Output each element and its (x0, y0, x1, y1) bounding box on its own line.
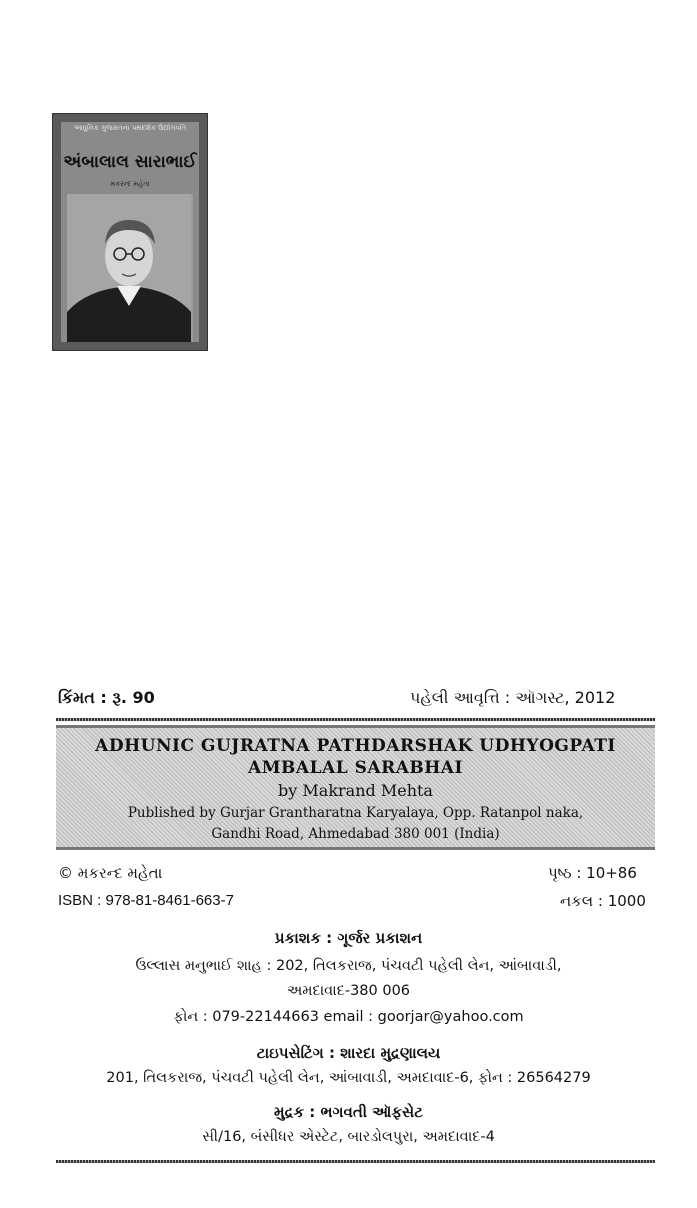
english-title-line1: ADHUNIC GUJRATNA PATHDARSHAK UDHYOGPATI (95, 736, 616, 756)
publisher-address-line1: ઉલ્લાસ મનુભાઈ શાહ : 202, તિલકરાજ, પંચવટી પહેલી લેન, આંબાવાડી, (135, 958, 562, 974)
copies-text: નકલ : 1000 (560, 892, 646, 910)
portrait-photo (67, 194, 193, 342)
publisher-contact: ફોન : 079-22144663 email : goorjar@yahoo.com (173, 1009, 524, 1025)
english-title-line2: AMBALAL SARABHAI (248, 758, 463, 778)
bottom-divider (56, 1160, 655, 1163)
cover-author: મકરન્દ મહેતા (110, 180, 150, 188)
edition-text: પહેલી આવૃત્તિ : ઑગસ્ટ, 2012 (410, 688, 616, 707)
typesetting-address: 201, તિલકરાજ, પંચવટી પહેલી લેન, આંબાવાડી, અમદાવાદ-6, ફોન : 26564279 (106, 1070, 591, 1086)
publisher-address-line2: અમદાવાદ-380 006 (286, 983, 411, 999)
english-author-line: by Makrand Mehta (278, 781, 433, 800)
book-cover-image (52, 113, 208, 351)
printer-heading: મુદ્રક : ભગવતી ઑફસેટ (274, 1103, 423, 1121)
english-title-band (56, 725, 655, 850)
publisher-heading: પ્રકાશક : ગૂર્જર પ્રકાશન (274, 929, 423, 947)
english-publisher-line1: Published by Gurjar Grantharatna Karyalaya, Opp. Ratanpol naka, (127, 805, 584, 821)
copyright-text: © મકરન્દ મહેતા (58, 864, 163, 882)
english-publisher-line2: Gandhi Road, Ahmedabad 380 001 (India) (211, 826, 500, 842)
price-text: કિંમત : રૂ. 90 (58, 688, 155, 707)
printer-address: સી/16, બંસીધર એસ્ટેટ, બારડોલપુરા, અમદાવાદ-4 (202, 1129, 495, 1145)
cover-series-text: આધુનિક ગુજરાતના પથદર્શક ઉદ્યોગપતિ (73, 124, 187, 132)
cover-title: અંબાલાલ સારાભાઈ (63, 152, 197, 172)
pages-text: પૃષ્ઠ : 10+86 (548, 864, 637, 882)
isbn-text: ISBN : 978-81-8461-663-7 (58, 892, 234, 909)
divider (56, 718, 655, 721)
typesetting-heading: ટાઇપસેટિંગ : શારદા મુદ્રણાલય (256, 1044, 441, 1062)
